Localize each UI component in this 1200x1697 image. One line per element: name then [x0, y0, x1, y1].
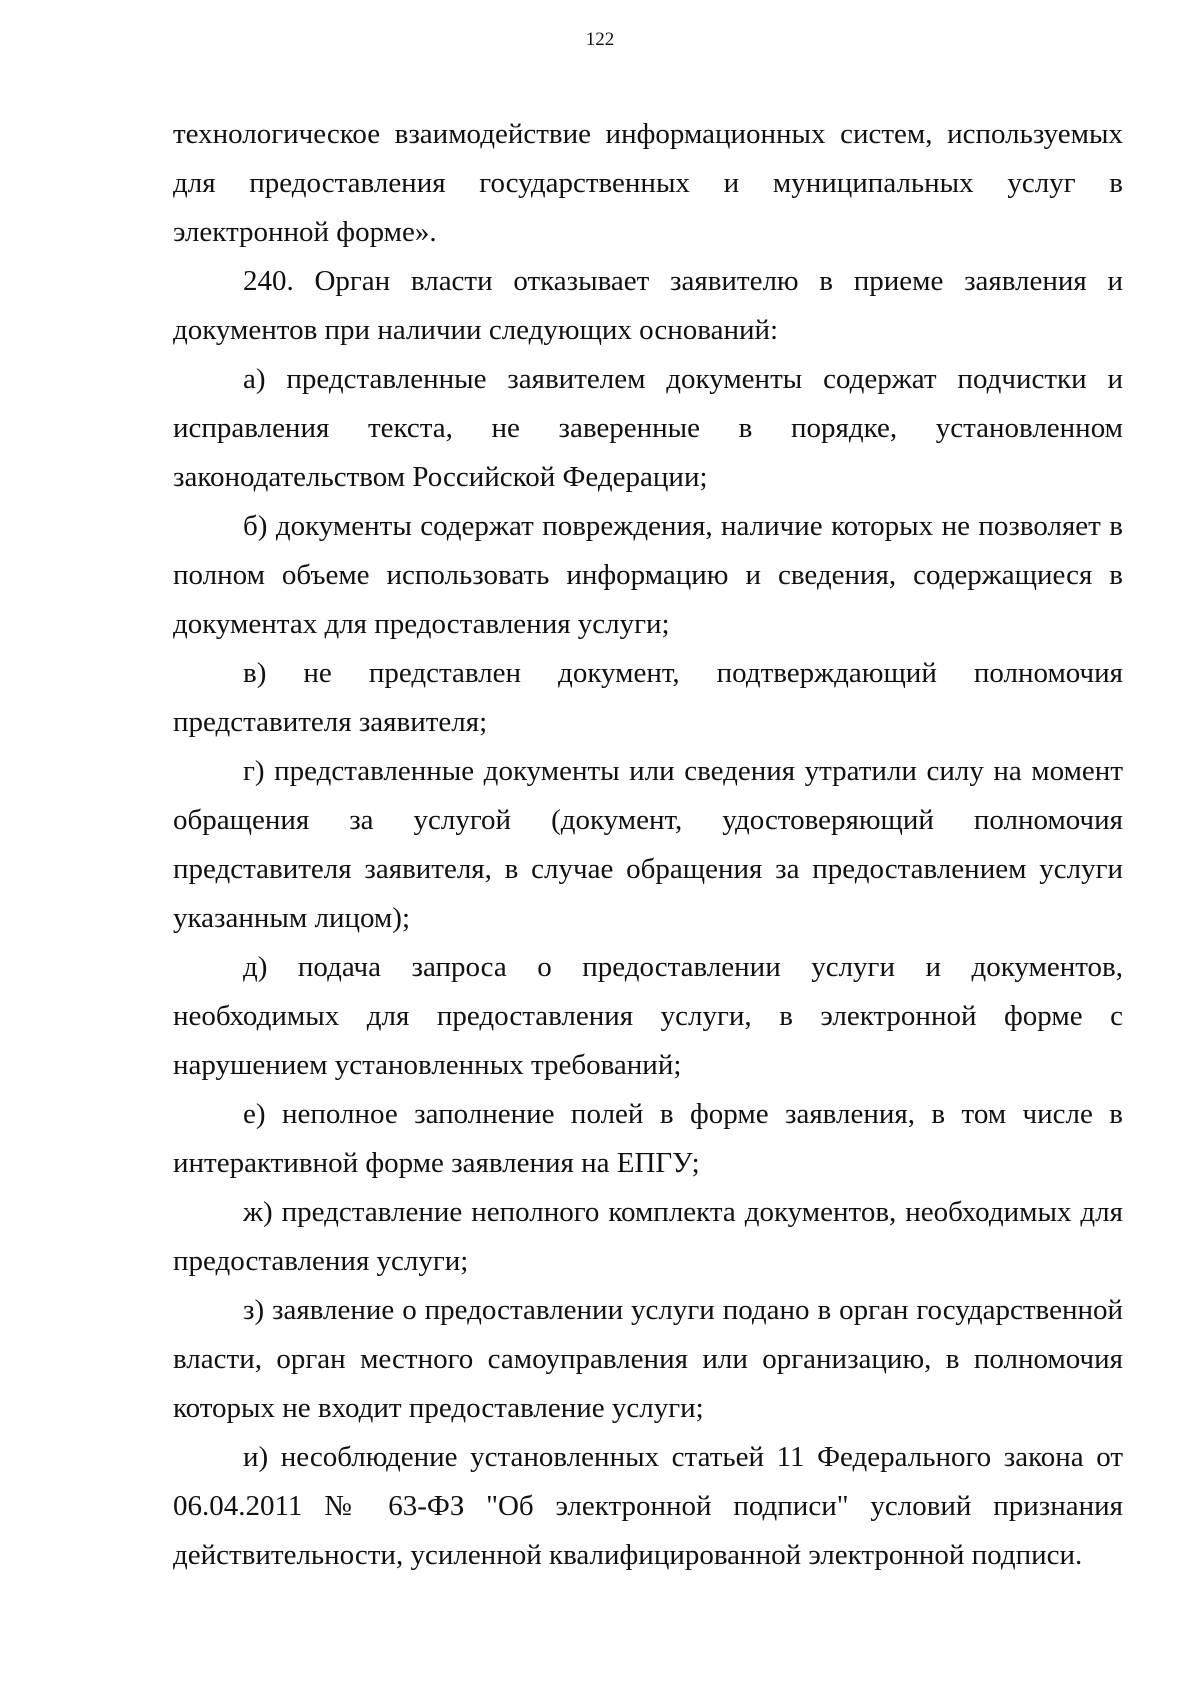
paragraph-item-zh: ж) представление неполного комплекта документов, необходимых для предоставления услуги; — [173, 1196, 1123, 1277]
document-body — [173, 110, 1123, 1580]
paragraph-item-d: д) подача запроса о предоставлении услуги и документов, необходимых для предоставления услуги, в электронной форме с нарушением установленных требований; — [173, 951, 1123, 1081]
paragraph-item-e: е) неполное заполнение полей в форме заявления, в том числе в интерактивной форме заявления на ЕПГУ; — [173, 1098, 1123, 1179]
paragraph-intro-tail: технологическое взаимодействие информационных систем, используемых для предоставления государственных и муниципальных услуг в электронной форме». — [173, 118, 1123, 248]
paragraph-item-a: а) представленные заявителем документы содержат подчистки и исправления текста, не заверенные в порядке, установленном законодательством Российской Федерации; — [173, 363, 1123, 493]
paragraph-item-b: б) документы содержат повреждения, наличие которых не позволяет в полном объеме использовать информацию и сведения, содержащиеся в документах для предоставления услуги; — [173, 510, 1123, 640]
paragraph-item-i: и) несоблюдение установленных статьей 11 Федерального закона от 06.04.2011 № 63-ФЗ "Об электронной подписи" условий признания действительности, усиленной квалифицированной электронной подписи. — [173, 1441, 1123, 1571]
page-number: 122 — [585, 29, 615, 50]
paragraph-item-g: г) представленные документы или сведения утратили силу на момент обращения за услугой (документ, удостоверяющий полномочия представителя заявителя, в случае обращения за предоставлением услуги указанным лицом); — [173, 755, 1123, 934]
paragraph-item-v: в) не представлен документ, подтверждающий полномочия представителя заявителя; — [173, 657, 1123, 738]
paragraph-item-z: з) заявление о предоставлении услуги подано в орган государственной власти, орган местного самоуправления или организацию, в полномочия которых не входит предоставление услуги; — [173, 1294, 1123, 1424]
paragraph-item-240: 240. Орган власти отказывает заявителю в приеме заявления и документов при наличии следующих оснований: — [173, 265, 1123, 346]
